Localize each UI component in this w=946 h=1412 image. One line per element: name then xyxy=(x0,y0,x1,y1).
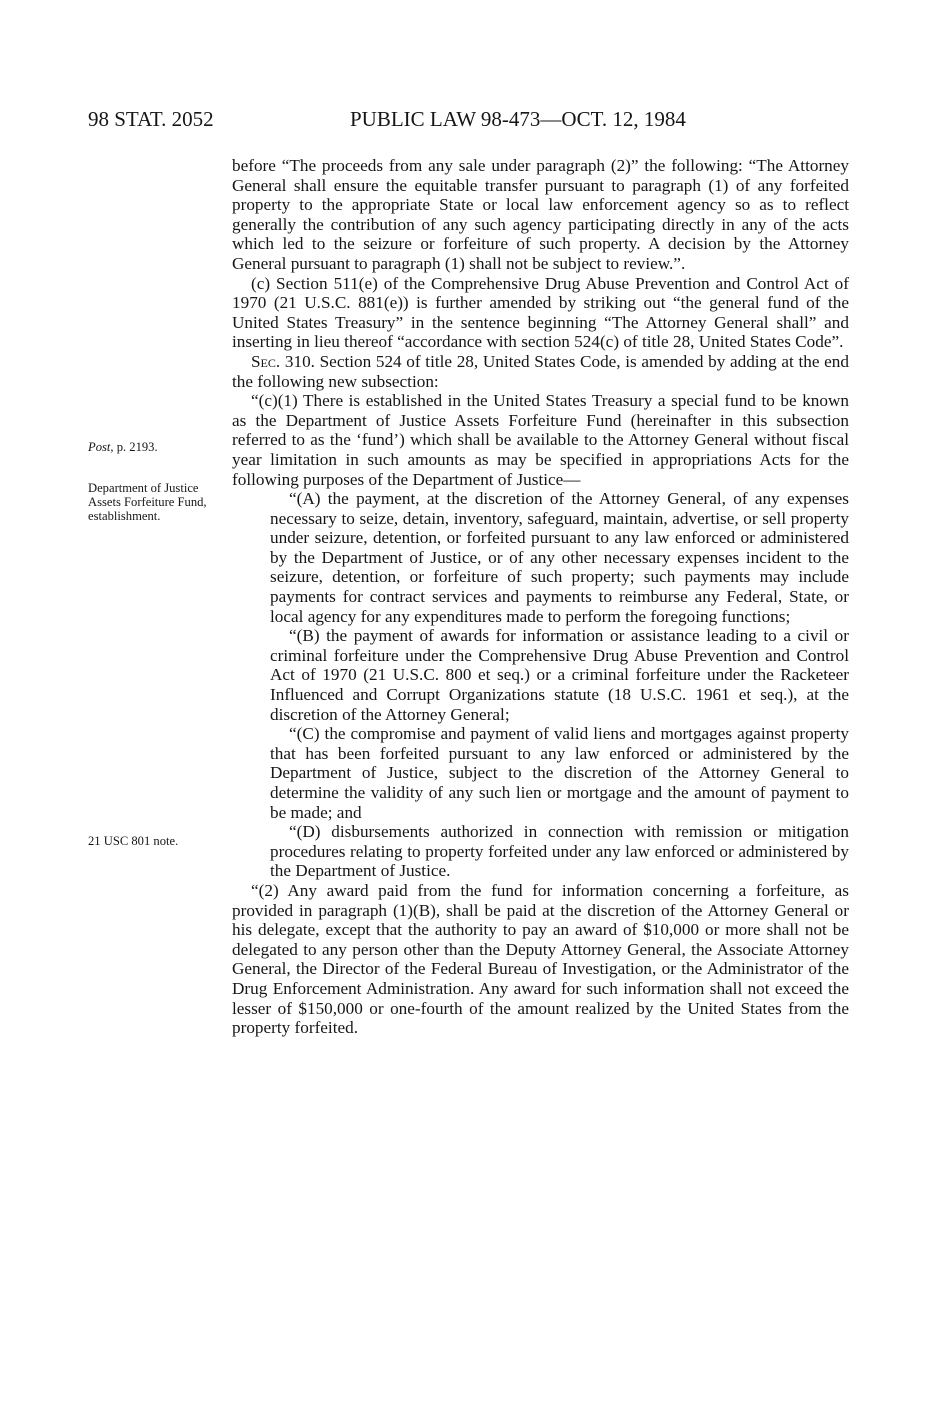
body-text xyxy=(232,156,849,1038)
page-header xyxy=(88,107,888,137)
paragraph-C: “(C) the compromise and payment of valid liens and mortgages against property that has been forfeited pursuant to any law enforced or administered by the Department of Justice, subject to the discretion of the Attorney General to determine the validity of any such lien or mortgage and the amount of payment to be made; and xyxy=(270,724,849,822)
sec-label: Sec. xyxy=(251,351,281,371)
post-ref-page: p. 2193. xyxy=(113,440,158,454)
paragraph-continuation: before “The proceeds from any sale under paragraph (2)” the following: “The Attorney General shall ensure the equitable transfer pursuant to paragraph (1) of any forfeited property to the appropriate State or local law enforcement agency so as to reflect generally the contribution of any such agency participating directly in any of the acts which led to the seizure or forfeiture of such property. A decision by the Attorney General pursuant to paragraph (1) shall not be subject to review.”. xyxy=(232,156,849,273)
margin-note-post-ref xyxy=(88,440,223,454)
page-number: 98 STAT. 2052 xyxy=(88,107,214,131)
header-title: PUBLIC LAW 98-473—OCT. 12, 1984 xyxy=(350,107,686,131)
paragraph-B: “(B) the payment of awards for information or assistance leading to a civil or criminal forfeiture under the Comprehensive Drug Abuse Prevention and Control Act of 1970 (21 U.S.C. 800 et seq.) or a criminal forfeiture under the Racketeer Influenced and Corrupt Organizations statute (18 U.S.C. 1961 et seq.), at the discretion of the Attorney General; xyxy=(270,626,849,724)
paragraph-c1: “(c)(1) There is established in the United States Treasury a special fund to be known as the Department of Justice Assets Forfeiture Fund (hereinafter in this subsection referred to as the ‘fund’) which shall be available to the Attorney General without fiscal year limitation in such amounts as may be specified in appropriations Acts for the following purposes of the Department of Justice— xyxy=(232,391,849,489)
post-ref-italic: Post, xyxy=(88,440,114,454)
paragraph-subsection-c: (c) Section 511(e) of the Comprehensive Drug Abuse Prevention and Control Act of 1970 (21 U.S.C. 881(e)) is further amended by striking out “the general fund of the United States Treasury” in the sentence beginning “The Attorney General shall” and inserting in lieu thereof “accordance with section 524(c) of title 28, United States Code”. xyxy=(232,273,849,352)
paragraph-A: “(A) the payment, at the discretion of the Attorney General, of any expenses necessary to seize, detain, inventory, safeguard, maintain, advertise, or sell property under seizure, detention, or forfeited pursuant to any law enforced or administered by the Department of Justice, or of any other necessary expenses incident to the seizure, detention, or forfeiture of such property; such payments may include payments for contract services and payments to reimburse any Federal, State, or local agency for any expenditures made to perform the foregoing functions; xyxy=(270,489,849,626)
paragraph-2: “(2) Any award paid from the fund for information concerning a forfeiture, as provided in paragraph (1)(B), shall be paid at the discretion of the Attorney General or his delegate, except that the authority to pay an award of $10,000 or more shall not be delegated to any person other than the Deputy Attorney General, the Associate Attorney General, the Director of the Federal Bureau of Investigation, or the Administrator of the Drug Enforcement Administration. Any award for such information shall not exceed the lesser of $150,000 or one-fourth of the amount realized by the United States from the property forfeited. xyxy=(232,880,849,1038)
sec-310-text: 310. Section 524 of title 28, United States Code, is amended by adding at the end the following new subsection: xyxy=(232,351,849,391)
margin-note-fund-establishment: Department of Justice Assets Forfeiture Fund, establishment. xyxy=(88,481,207,523)
paragraph-D: “(D) disbursements authorized in connection with remission or mitigation procedures relating to property forfeited under any law enforced or administered by the Department of Justice. xyxy=(270,822,849,881)
margin-note-usc: 21 USC 801 note. xyxy=(88,834,179,848)
paragraph-sec-310 xyxy=(232,352,849,391)
